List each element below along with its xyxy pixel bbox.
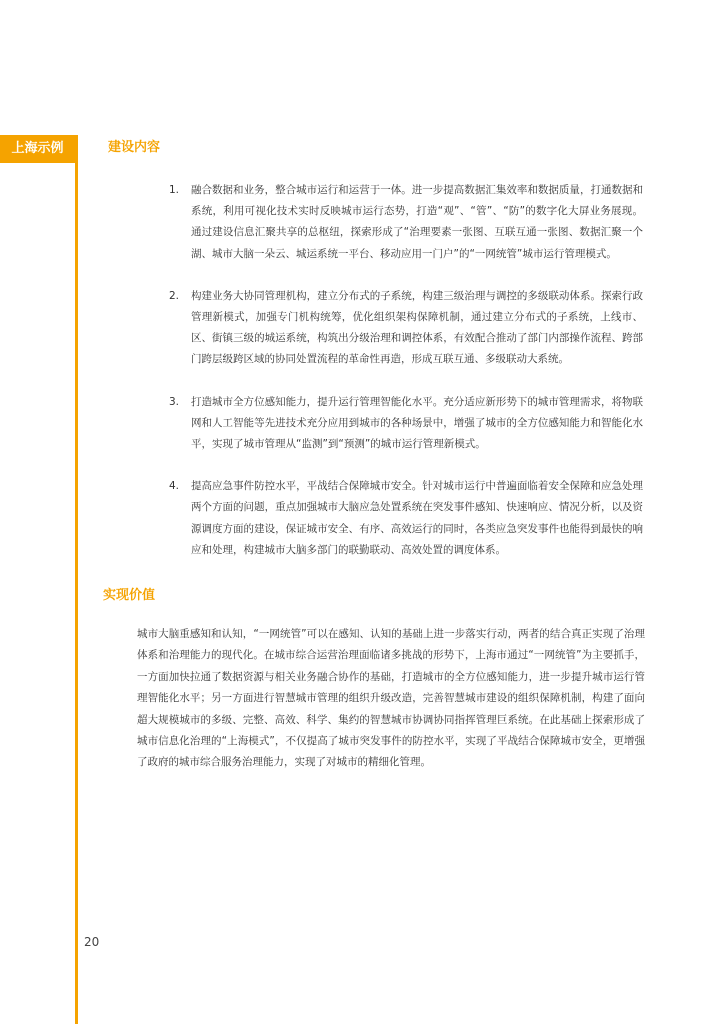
list-item-text: 融合数据和业务，整合城市运行和运营于一体。进一步提高数据汇集效率和数据质量，打通数据和系统，利用可视化技术实时反映城市运行态势，打造“观”、“管”、“防”的数字化大屏业务展现。通过建设信息汇聚共享的总枢纽，探索形成了“治理要素一张图、互联互通一张图、数据汇聚一个湖、城市大脑一朵云、城运系统一平台、移动应用一门户”的“一网统管”城市运行管理模式。 — [191, 184, 643, 260]
list-item — [169, 392, 643, 456]
heading-build-content: 建设内容 — [108, 140, 161, 155]
list-item-text: 提高应急事件防控水平，平战结合保障城市安全。针对城市运行中普遍面临着安全保障和应急处理两个方面的问题，重点加强城市大脑应急处置系统在突发事件感知、快速响应、情况分析，以及资源调度方面的建设，保证城市安全、有序、高效运行的同时，各类应急突发事件也能得到最快的响应和处理，构建城市大脑多部门的联勤联动、高效处置的调度体系。 — [191, 480, 643, 556]
list-item-number: 4. — [169, 480, 180, 493]
list-item-number: 1. — [169, 184, 180, 196]
list-item — [169, 286, 643, 371]
list-item-text: 构建业务大协同管理机构，建立分布式的子系统，构建三级治理与调控的多级联动体系。探索行政管理新模式，加强专门机构统筹，优化组织架构保障机制，通过建立分布式的子系统，上线市、区、街镇三级的城运系统，构筑出分级治理和调控体系，有效配合推动了部门内部操作流程、跨部门跨层级跨区域的协同处置流程的革命性再造，形成互联互通、多级联动大系统。 — [191, 289, 643, 366]
heading-value: 实现价值 — [103, 588, 156, 603]
section-tag: 上海示例 — [0, 135, 75, 163]
list-item-text: 打造城市全方位感知能力，提升运行管理智能化水平。充分适应新形势下的城市管理需求，将物联网和人工智能等先进技术充分应用到城市的各种场景中，增强了城市的全方位感知能力和智能化水平，实现了城市管理从“监测”到“预测”的城市运行管理新模式。 — [191, 395, 643, 451]
list-item-number: 3. — [169, 395, 180, 408]
list-item-number: 2. — [169, 289, 180, 302]
value-paragraph: 城市大脑重感知和认知，“一网统管”可以在感知、认知的基础上进一步落实行动，两者的结合真正实现了治理体系和治理能力的现代化。在城市综合运营治理面临诸多挑战的形势下，上海市通过“一网统管”为主要抓手，一方面加快拉通了数据资源与相关业务融合协作的基础，打造城市的全方位感知能力，进一步提升城市运行管理智能化水平；另一方面进行智慧城市管理的组织升级改造，完善智慧城市建设的组织保障机制，构建了面向超大规模城市的多级、完整、高效、科学、集约的智慧城市协调协同指挥管理巨系统。在此基础上探索形成了城市信息化治理的“上海模式”，不仅提高了城市突发事件的防控水平，实现了平战结合保障城市安全，更增强了政府的城市综合服务治理能力，实现了对城市的精细化管理。 — [137, 628, 645, 769]
build-content-list — [169, 180, 643, 582]
list-item — [169, 180, 643, 265]
side-accent-rule — [75, 135, 78, 1024]
list-item — [169, 476, 643, 561]
page-number: 20 — [84, 935, 100, 949]
